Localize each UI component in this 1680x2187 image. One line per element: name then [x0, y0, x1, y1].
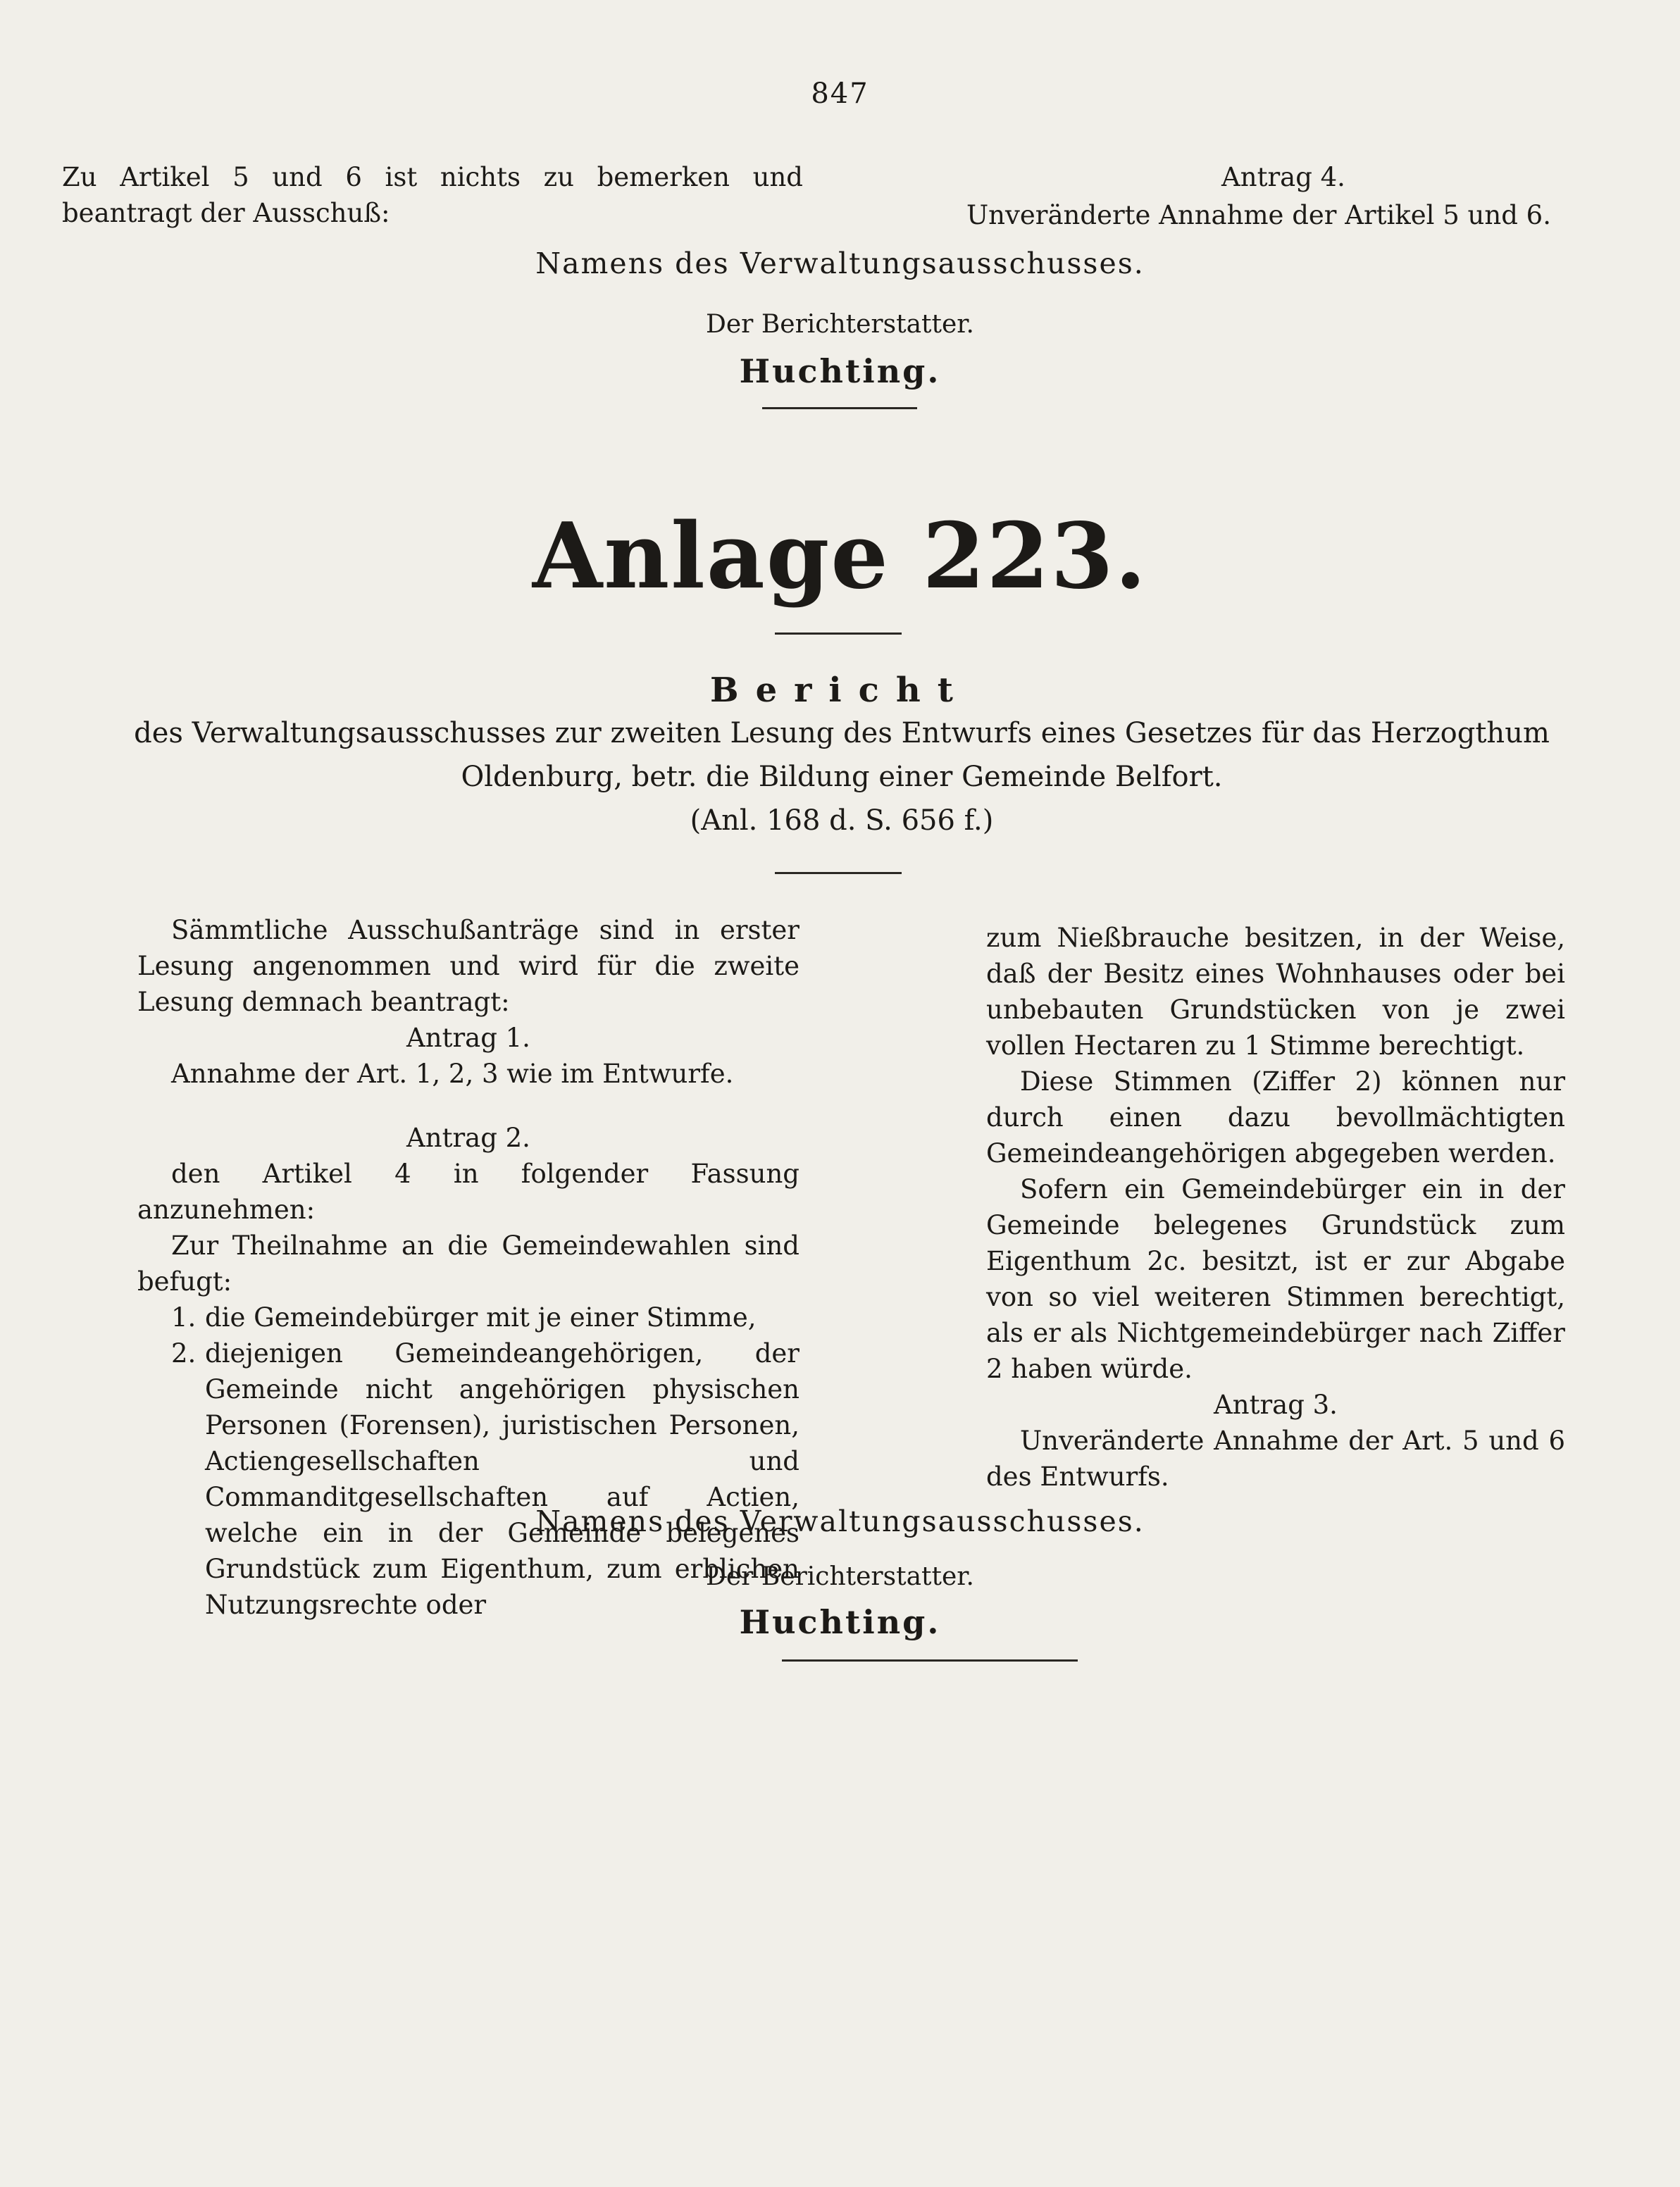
separator-rule-top	[762, 407, 917, 409]
bottom-signature-title: Namens des Verwaltungsausschusses.	[535, 1504, 1145, 1538]
document-title: Anlage 223.	[532, 504, 1148, 609]
antrag-3-text: Unveränderte Annahme der Art. 5 und 6 des Entwurfs.	[986, 1426, 1565, 1492]
right-column	[986, 920, 1565, 1495]
subtitle-reference: (Anl. 168 d. S. 656 f.)	[690, 804, 994, 837]
top-signature-title: Namens des Verwaltungsausschusses.	[535, 247, 1145, 280]
subtitle-line-2: Oldenburg, betr. die Bildung einer Gemeinde Belfort.	[461, 761, 1223, 793]
list-item-number: 2.	[171, 1338, 197, 1369]
antrag-1-text: Annahme der Art. 1, 2, 3 wie im Entwurfe.	[171, 1059, 734, 1089]
separator-rule-bottom	[782, 1659, 1078, 1662]
bottom-signature-role: Der Berichterstatter.	[706, 1562, 974, 1591]
separator-rule-subtitle	[775, 872, 902, 874]
top-left-paragraph: Zu Artikel 5 und 6 ist nichts zu bemerken und beantragt der Ausschuß:	[62, 162, 803, 228]
list-item-text: diejenigen Gemeindeangehörigen, der Gemeinde nicht angehörigen physischen Personen (Forensen), juristischen Personen, Actiengesellschaften und Commanditgesellschaften auf Actien, welche ein in der Gemeinde belegenes Grundstück zum Eigenthum, zum erblichen Nutzungsrechte oder	[205, 1338, 799, 1620]
separator-rule-title	[775, 633, 902, 635]
antrag-3-heading: Antrag 3.	[1214, 1390, 1338, 1420]
antrag-4-heading: Antrag 4.	[1221, 162, 1345, 192]
report-heading: Bericht	[710, 671, 970, 710]
subtitle-line-1: des Verwaltungsausschusses zur zweiten Lesung des Entwurfs eines Gesetzes für das Herzogthum	[134, 717, 1550, 749]
intro-paragraph: Sämmtliche Ausschußanträge sind in erster Lesung angenommen und wird für die zweite Lesung demnach beantragt:	[137, 915, 799, 1017]
right-paragraph-3: Sofern ein Gemeindebürger ein in der Gemeinde belegenes Grundstück zum Eigenthum 2c. besitzt, ist er zur Abgabe von so viel weiteren Stimmen berechtigt, als er als Nichtgemeindebürger nach Ziffer 2 haben würde.	[986, 1174, 1565, 1384]
right-continuation: zum Nießbrauche besitzen, in der Weise, daß der Besitz eines Wohnhauses oder bei unbebauten Grundstücken von je zwei vollen Hectaren zu 1 Stimme berechtigt.	[986, 923, 1565, 1061]
report-subtitle	[106, 711, 1578, 842]
list-item	[137, 1300, 799, 1335]
antrag-1-heading: Antrag 1.	[406, 1023, 530, 1053]
top-signature-name: Huchting.	[739, 352, 941, 390]
list-item-number: 1.	[171, 1302, 197, 1333]
right-paragraph-2: Diese Stimmen (Ziffer 2) können nur durch einen dazu bevollmächtigten Gemeindeangehörigen abgegeben werden.	[986, 1066, 1565, 1169]
antrag-2-intro: den Artikel 4 in folgender Fassung anzunehmen:	[137, 1159, 799, 1225]
list-item-text: die Gemeindebürger mit je einer Stimme,	[205, 1302, 757, 1333]
page-number: 847	[811, 77, 869, 110]
bottom-signature-name: Huchting.	[739, 1603, 941, 1641]
top-signature-role: Der Berichterstatter.	[706, 310, 974, 339]
antrag-2-heading: Antrag 2.	[406, 1123, 530, 1153]
antrag-4-text: Unveränderte Annahme der Artikel 5 und 6.	[966, 200, 1551, 230]
antrag-2-quote: Zur Theilnahme an die Gemeindewahlen sind befugt:	[137, 1230, 799, 1297]
